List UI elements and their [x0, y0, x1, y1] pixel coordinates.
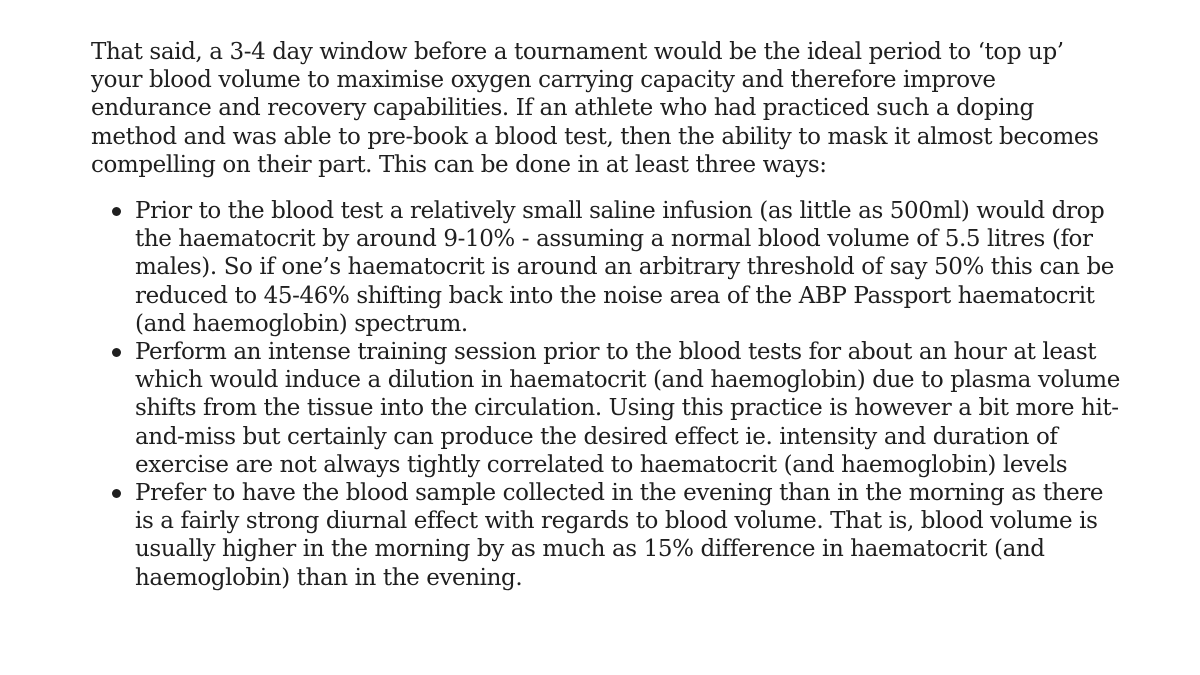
- bullet-list: [91, 197, 1121, 592]
- bullet-icon: [112, 207, 121, 216]
- list-item-text: Prefer to have the blood sample collected in the evening than in the morning as there is a fairly strong diurnal effect with regards to blood volume. That is, blood volume is usually higher in the morning by as much as 15% difference in haematocrit (and haemoglobin) than in the evening.: [135, 480, 1104, 591]
- list-item-text: Prior to the blood test a relatively small saline infusion (as little as 500ml) would drop the haematocrit by around 9-10% - assuming a normal blood volume of 5.5 litres (for males). So if one’s haematocrit is around an arbitrary threshold of say 50% this can be reduced to 45-46% shifting back into the noise area of the ABP Passport haematocrit (and haemoglobin) spectrum.: [135, 198, 1114, 337]
- article-body: [91, 38, 1121, 592]
- intro-paragraph: That said, a 3-4 day window before a tournament would be the ideal period to ‘top up’ your blood volume to maximise oxygen carrying capacity and therefore improve endurance and recovery capabilities. If an athlete who had practiced such a doping method and was able to pre-book a blood test, then the ability to mask it almost becomes compelling on their part. This can be done in at least three ways:: [91, 39, 1099, 178]
- list-item-text: Perform an intense training session prior to the blood tests for about an hour at least which would induce a dilution in haematocrit (and haemoglobin) due to plasma volume shifts from the tissue into the circulation. Using this practice is however a bit more hit-and-miss but certainly can produce the desired effect ie. intensity and duration of exercise are not always tightly correlated to haematocrit (and haemoglobin) levels: [135, 339, 1120, 478]
- bullet-icon: [112, 489, 121, 498]
- list-item: [91, 338, 1121, 479]
- list-item: [91, 479, 1121, 592]
- bullet-icon: [112, 348, 121, 357]
- list-item: [91, 197, 1121, 338]
